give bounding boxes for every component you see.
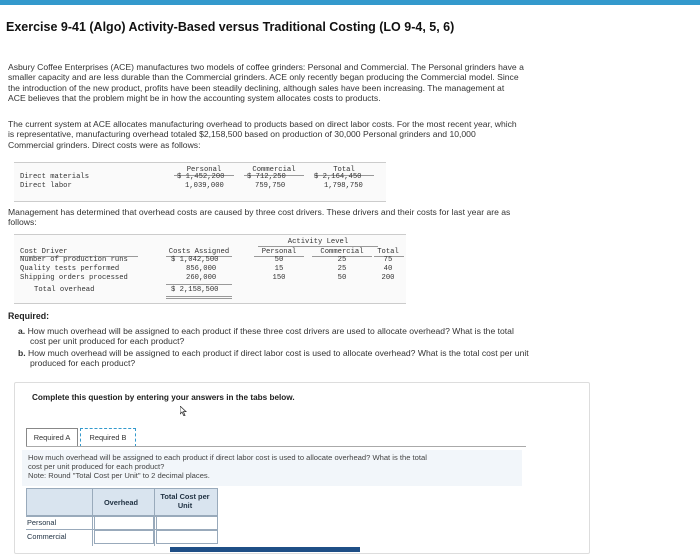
bottom-accent-bar [170, 547, 360, 552]
dc-row-commercial: 759,750 [255, 182, 286, 190]
driver-row-label: Number of production runs [20, 256, 128, 264]
tab-required-b[interactable]: Required B [80, 428, 136, 447]
activity-level-label: Activity Level [287, 238, 349, 246]
driver-row-commercial: 50 [337, 274, 347, 282]
driver-row-label: Shipping orders processed [20, 274, 128, 282]
driver-row-cost: $ 1,042,500 [171, 256, 219, 264]
total-overhead-label: Total overhead [34, 286, 95, 294]
driver-row-total: 40 [383, 265, 393, 273]
dc-row-commercial: $ 712,250 [247, 173, 286, 181]
drivers-header-personal: Personal [261, 248, 297, 256]
tab-note: How much overhead will be assigned to each product if direct labor cost is used to allocate overhead? What is the total cost per unit produced for each product? Note: Round "Total Cost per Unit" to 2 decimal places. [28, 453, 427, 480]
complete-instruction: Complete this question by entering your answers in the tabs below. [32, 393, 295, 402]
driver-row-commercial: 25 [337, 265, 347, 273]
required-b: b. How much overhead will be assigned to each product if direct labor cost is used to allocate overhead? What is the total cost per unit produced for each product? [18, 348, 529, 369]
dc-row-total: 1,798,750 [324, 182, 363, 190]
direct-costs-table [14, 162, 386, 202]
commercial-unit-cost-input[interactable] [156, 530, 218, 544]
driver-row-personal: 150 [272, 274, 286, 282]
cost-drivers-table [14, 234, 406, 304]
drivers-header-commercial: Commercial [320, 248, 364, 256]
personal-overhead-input[interactable] [94, 516, 154, 530]
intro-paragraph: Asbury Coffee Enterprises (ACE) manufactures two models of coffee grinders: Personal and Commercial. The Personal grinders have a smaller capacity and are less durable than the Commercial grinders. ACE only recently began producing the Commercial model. Since the introduction of the new product, profits have been steadily declining, although sales have been increasing. The management at ACE believes that the problem might be in how the accounting system allocates costs to products. [8, 62, 524, 104]
dc-row-total: $ 2,164,450 [314, 173, 362, 181]
tab-required-a[interactable]: Required A [26, 428, 78, 447]
dc-row-personal: $ 1,452,200 [177, 173, 225, 181]
commercial-overhead-input[interactable] [94, 530, 154, 544]
dc-header-total: Total [333, 166, 355, 174]
drivers-header-total: Total [377, 248, 399, 256]
driver-row-cost: 260,000 [186, 274, 217, 282]
required-heading: Required: [8, 311, 50, 321]
answer-row-label: Personal [27, 518, 57, 527]
driver-row-personal: 15 [274, 265, 284, 273]
answer-header-overhead: Overhead [103, 498, 139, 507]
driver-row-label: Quality tests performed [20, 265, 120, 273]
tab-underline [26, 446, 526, 447]
drivers-header-cost: Costs Assigned [168, 248, 230, 256]
cursor-icon [180, 403, 188, 413]
driver-row-total: 75 [383, 256, 393, 264]
dc-row-label: Direct labor [20, 182, 72, 190]
top-accent-bar [0, 0, 700, 5]
system-paragraph: The current system at ACE allocates manufacturing overhead to products based on direct labor costs. For the most recent year, which is representative, manufacturing overhead totaled $2,158,500 based on production of 30,000 Personal grinders and 10,000 Commercial grinders. Direct costs were as follows: [8, 119, 517, 150]
driver-row-personal: 50 [274, 256, 284, 264]
drivers-header-driver: Cost Driver [20, 248, 68, 256]
driver-row-cost: 856,000 [186, 265, 217, 273]
answer-header-unit-cost: Total Cost per Unit [160, 492, 210, 510]
dc-header-personal: Personal [186, 166, 222, 174]
dc-row-label: Direct materials [20, 173, 90, 181]
exercise-title: Exercise 9-41 (Algo) Activity-Based versus Traditional Costing (LO 9-4, 5, 6) [6, 20, 455, 34]
drivers-paragraph: Management has determined that overhead costs are caused by three cost drivers. These drivers and their costs for last year are as follows: [8, 207, 511, 228]
dc-row-personal: 1,039,000 [185, 182, 224, 190]
driver-row-total: 200 [381, 274, 395, 282]
answer-table [26, 488, 218, 546]
dc-header-commercial: Commercial [252, 166, 296, 174]
answer-row-label: Commercial [27, 532, 67, 541]
driver-row-commercial: 25 [337, 256, 347, 264]
required-a: a. How much overhead will be assigned to each product if these three cost drivers are used to allocate overhead? What is the total cost per unit produced for each product? [18, 326, 514, 347]
personal-unit-cost-input[interactable] [156, 516, 218, 530]
total-overhead-value: $ 2,158,500 [171, 286, 219, 294]
